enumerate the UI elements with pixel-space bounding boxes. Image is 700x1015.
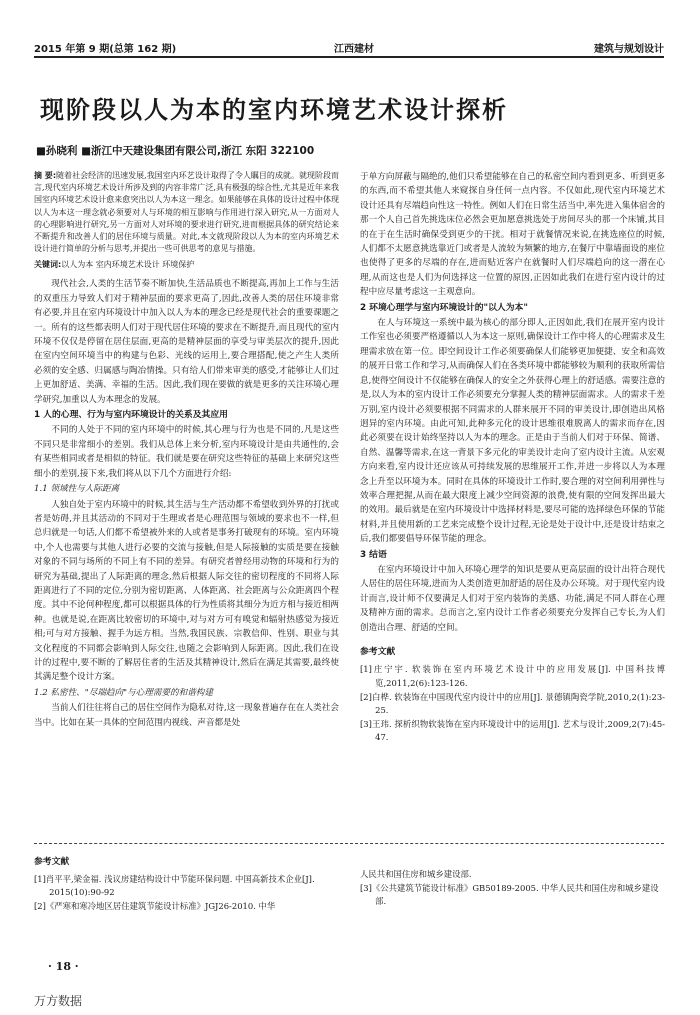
keywords bbox=[34, 259, 339, 271]
body-paragraph: 在人与环境这一系统中最为核心的部分即人,正因如此,我们在展开室内设计工作室也必须要严格遵循以人为本这一原则,确保设计工作中将人的心理需求及生理需求放在第一位。即空间设计工作必须要确保人们能够更加便捷、安全和高效的展开日常工作和学习,从而确保人们在各类环境中都能够较为顺利的获取所需信息,使得空间设计不仅能够在确保人的安全之外获得心理上的舒适感。需要注意的是,以人为本的室内设计工作必须要充分掌握人类的精神层面需求。人的需求千差万别,室内设计必须要根据不同需求的人群来展开不同的审美设计,即创造出风格迥异的室内环境。由此可知,此种多元化的设计思维很难脱离人的需求而存在,因此必须要在设计始终坚持以人为本的理念。正是由于当前人们对于环保、简谱、自然、温馨等需求,在这一背景下多元化的审美设计走向了室内设计主流。从宏观方向来看,室内设计还应该从可持续发展的思维展开工作,并进一步将以人为本理念上升至以环境为本。同时在具体的环境设计工作时,要合理的对空间利用弹性与效率合理把握,从而在最大限度上减少空间资源的浪费,使有限的空间发挥出最大的效用。最后就是在室内环境设计中选择材料是,要尽可能的选择绿色环保的节能材料,并且使用新的工艺来完成整个设计过程,无论是处于设计中,还是设计结束之后,我们都要倡导环保节能的理念。 bbox=[360, 318, 665, 545]
reference-item: 人民共和国住房和城乡建设部. bbox=[360, 869, 472, 879]
keywords-text: 以人为本 室内环境艺术设计 环境保护 bbox=[61, 260, 195, 270]
watermark: 万方数据 bbox=[34, 994, 83, 1008]
section-heading: 2 环境心理学与室内环境设计的"以人为本" bbox=[360, 302, 528, 313]
footer-references-right bbox=[360, 868, 660, 909]
section-heading: 1 人的心理、行为与室内环境设计的关系及其应用 bbox=[34, 410, 228, 421]
footer-references-left bbox=[34, 856, 334, 913]
intro-paragraph: 现代社会,人类的生活节奏不断加快,生活品质也不断提高,再加上工作与生活的双重压力导致人们对于精神层面的要求更高了,因此,改善人类的居住环境非常有必要,并且在室内环境设计中加入以人为本的理念已经是现代社会的重要课题之一。所有的这些都表明人们对于现代居住环境的要求在不断提升,而且现代的室内环境不仅仅是停留在居住层面,更高的是精神层面的享受与审美层次的提升,因此在室内空间环境当中的构建与色彩、光线的运用上,要合理搭配,使之产生人类所必须的安全感、归属感与陶冶情操。只有给人们带来审美的感受,才能够让人们过上更加舒适、美满、幸福的生活。因此,我们现在要做的就是更多的关注环境心理学研究,加重以人为本理念的发展。 bbox=[34, 279, 339, 405]
abstract-text: 随着社会经济的迅速发展,我国室内环艺设计取得了令人瞩目的成就。就现阶段而言,现代室内环境艺术设计所涉及到的内容非常广泛,具有极强的综合性,尤其是近年来我国室内环境艺术设计愈来愈突出以人为本这一理念。如果能够在具体的设计过程中体现以人为本这一理念就必须要对人与环境的相互影响与作用进行深入研究,从一方面对人的心理影响进行研究,另一方面对人对环境的要求进行研究,进而根据具体的研究结论来不断提升和改善人们的居住环境与质量。对此,本文就现阶段以人为本的室内环境艺术设计进行简单的分析与思考,并提出一些可供思考的意见与措施。 bbox=[34, 171, 339, 254]
running-header bbox=[34, 40, 664, 54]
abstract-label: 摘 要: bbox=[34, 171, 57, 180]
body-paragraph: 在室内环境设计中加入环境心理学的知识是要从更高层面的设计出符合现代人居住的居住环境,进而为人类创造更加舒适的居住及办公环境。对于现代室内设计而言,设计师不仅要满足人们对于室内装饰的美感、功能,满足不同人群在心理及精神方面的需求。总而言之,室内设计工作者必须要充分发挥自己专长,为人们创造出合理、舒适的空间。 bbox=[360, 564, 665, 633]
reference-item: [3]《公共建筑节能设计标准》GB50189-2005. 中华人民共和国住房和城乡建设部. bbox=[360, 882, 659, 907]
body-paragraph: 于单方向屏蔽与隔绝的,他们只希望能够在自己的私密空间内看到更多、听到更多的东西,而不希望其他人来窥探自身任何一点内容。不仅如此,现代室内环境艺术设计还具有尽端趋向性这一特性。例如人们在日常生活当中,率先进入集体宿舍的那一个人自己首先挑选床位必然会更加愿意挑选处于房间尽头的那一个床铺,其目的在于在生活时确保受到更少的干扰。相对于就餐情况来说,在挑选座位的时候,人们都不太愿意挑选靠近门或者是人流较为频繁的地方,在餐厅中靠墙面设的座位也使得了更多的尽端的存在,进而贴近客户在就餐时人们尽端趋向的这一潜在心理,从而这也是人们为何选择这一位置的原因,正因如此我们在进行室内设计的过程中应尽量考虑这一主观意向。 bbox=[360, 172, 665, 298]
reference-item: [1]肖平平,梁金福. 浅议房建结构设计中节能环保问题. 中国高新技术企业[J]. 2015(10):90-92 bbox=[34, 873, 315, 898]
subsection-heading: 1.2 私密性、"尽端趋向"与心理需要的和谐构建 bbox=[34, 687, 213, 698]
reference-item: [1]庄宁宇. 软装饰在室内环境艺术设计中的应用发展[J]. 中国科技博览,2011,2(6):123-126. bbox=[360, 664, 665, 688]
header-divider bbox=[34, 56, 664, 58]
abstract bbox=[34, 170, 339, 255]
keywords-label: 关键词: bbox=[34, 260, 62, 270]
reference-item: [2]《严寒和寒冷地区居住建筑节能设计标准》JGJ26-2010. 中华 bbox=[34, 900, 276, 911]
footer-references-heading: 参考文献 bbox=[34, 857, 70, 867]
body-paragraph: 当前人们往往将自己的居住空间作为隐私对待,这一现象普遍存在在人类社会当中。比如在某一具体的空间范围内视线、声音都是处 bbox=[34, 703, 339, 728]
page-number: · 18 · bbox=[48, 960, 79, 973]
left-column bbox=[34, 170, 339, 838]
section-heading: 3 结语 bbox=[360, 549, 387, 560]
reference-item: [2]白桦. 软装饰在中国现代室内设计中的应用[J]. 景德镇陶瓷学院,2010,2(1):23-25. bbox=[360, 691, 665, 716]
subsection-heading: 1.1 领域性与人际距离 bbox=[34, 484, 120, 495]
footer-divider bbox=[34, 843, 664, 844]
author-line: ■孙晓利 ■浙江中天建设集团有限公司,浙江 东阳 322100 bbox=[36, 145, 315, 157]
issue-info: 2015 年第 9 期(总第 162 期) bbox=[34, 44, 177, 55]
right-column bbox=[360, 170, 665, 838]
body-paragraph: 不同的人处于不同的室内环境中的时候,其心理与行为也是不同的,凡是这些不同只是非常细小的差别。我们从总体上来分析,室内环境设计是由共通性的,会有某些相同或者是相似的特征。我们就是要在研究这些特征的基础上来研究这些细小的差别,接下来,我们将从以下几个方面进行介绍: bbox=[34, 425, 339, 479]
journal-name: 江西建材 bbox=[334, 44, 374, 55]
article-title: 现阶段以人为本的室内环境艺术设计探析 bbox=[40, 96, 508, 124]
section-name: 建筑与规划设计 bbox=[594, 44, 664, 55]
reference-item: [3]王玮. 探析织物软装饰在室内环境设计中的运用[J]. 艺术与设计,2009,2(7):45-47. bbox=[360, 718, 665, 743]
body-paragraph: 人独自处于室内环境中的时候,其生活与生产活动都不希望收到外界的打扰或者是妨碍,并且其活动的不同对于生理或者是心理范围与领域的要求也不一样,但总归就是一句话,人们都不希望被外来的人或者是事务打破现有的环境。室内环境中,个人也需要与其他人进行必要的交流与接触,但是人际接触的实质是要在接触对象的不同与场所的不同上有不同的差异。有研究者曾经用动物的环境和行为的研究为基础,提出了人际距离的理念,然后根据人际交往的密切程度的不同将人际距离进行了不同的定位,分别为密切距离、人体距离、社会距离与公众距离四个程度。其中不论何种程度,都可以根据具体的行为性质将其细分为近方相与接近相两种。也就是说,在距离比较密切的环境中,对与对方可有嗅觉和辐射热感觉为接近相;可与对方接触、握手为远方相。当然,我国民族、宗教信仰、性别、职业与其文化程度的不同都会影响到人际交往,也随之会影响到人际距离。因此,我们在设计的过程中,要不断的了解居住者的生活及其精神设计,然后在满足其需要,最终使其满足整个设计方案。 bbox=[34, 499, 339, 683]
references-heading: 参考文献 bbox=[360, 647, 396, 657]
